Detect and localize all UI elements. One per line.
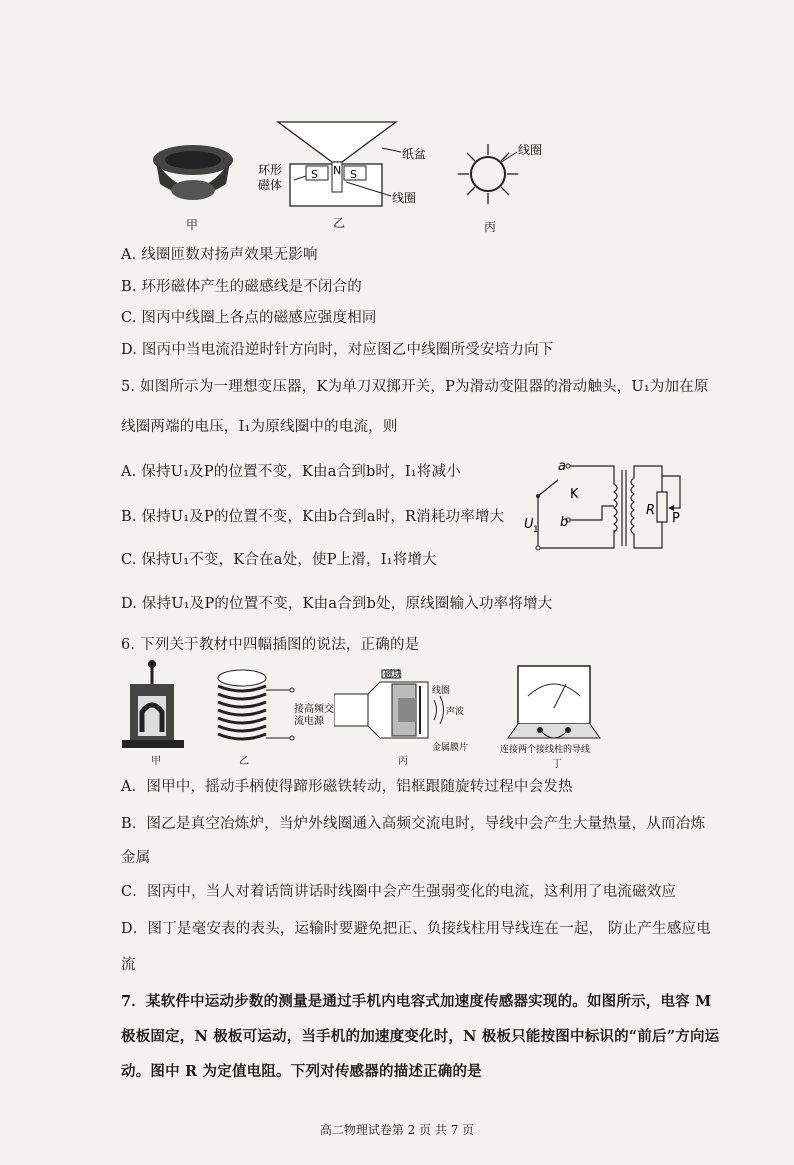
q6-option-d-2: 流 xyxy=(121,957,136,973)
label-coil-bing: 线圈 xyxy=(518,143,543,157)
q6-caption-yi: 乙 xyxy=(239,756,249,767)
terminal-a: a xyxy=(558,459,566,474)
q5-stem-2: 线圈两端的电压，I₁为原线圈中的电流，则 xyxy=(121,419,398,435)
q7-stem-3: 动。图中 R 为定值电阻。下列对传感器的描述正确的是 xyxy=(121,1063,482,1080)
slider-p: P xyxy=(672,511,680,526)
q5-option-b: B. 保持U₁及P的位置不变，K由b合到a时，R消耗功率增大 xyxy=(121,509,505,525)
q5-option-c: C. 保持U₁不变，K合在a处，使P上滑，I₁将增大 xyxy=(121,552,437,568)
q4-option-c: C. 图丙中线圈上各点的磁感应强度相同 xyxy=(121,310,377,326)
q7-stem-1: 7．某软件中运动步数的测量是通过手机内电容式加速度传感器实现的。如图所示，电容 M xyxy=(121,993,712,1010)
q4-figure-jia xyxy=(148,138,238,218)
q6-figure-yi xyxy=(212,662,342,754)
resistor-r: R xyxy=(646,503,656,518)
paper-cone xyxy=(278,122,396,162)
rheostat-r xyxy=(657,492,667,522)
label-hf-source-2: 流电源 xyxy=(294,716,324,727)
q5-stem-1: 5. 如图所示为一理想变压器，K为单刀双掷开关，P为滑动变阻器的滑动触头，U₁为加在原 xyxy=(121,379,709,395)
q6-stem: 6. 下列关于教材中四幅插图的说法，正确的是 xyxy=(121,637,420,653)
q6-option-a: A．图甲中，摇动手柄使得蹄形磁铁转动，铝框跟随旋转过程中会发热 xyxy=(121,779,573,795)
q6-caption-ding: 丁 xyxy=(552,759,562,770)
label-hf-source-1: 接高频交 xyxy=(294,704,334,715)
q5-option-d: D. 保持U₁及P的位置不变，K由a合到b处，原线圈输入功率将增大 xyxy=(121,596,553,612)
pole-n: N xyxy=(333,164,342,177)
page-footer: 高二物理试卷第 2 页 共 7 页 xyxy=(319,1123,475,1137)
pole-s-left: S xyxy=(311,168,318,181)
switch-k: K xyxy=(570,487,579,502)
q6-caption-bing: 丙 xyxy=(398,756,408,767)
voltage-u1: U xyxy=(524,517,534,532)
label-paper-cone: 纸盆 xyxy=(402,147,427,161)
q4-option-a: A. 线圈匝数对扬声效果无影响 xyxy=(121,247,318,263)
q6-option-c: C．图丙中，当人对着话筒讲话时线圈中会产生强弱变化的电流，这利用了电流磁效应 xyxy=(121,884,677,900)
q6-figure-bing xyxy=(334,664,484,754)
label-magnet-block: 磁块 xyxy=(384,670,403,680)
coil-circle xyxy=(471,157,505,191)
q7-stem-2: 极板固定，N 极板可运动，当手机的加速度变化时，N 极板只能按图中标识的“前后”方向运 xyxy=(121,1028,720,1045)
q5-transformer-circuit xyxy=(522,456,694,558)
q4-caption-bing: 丙 xyxy=(484,220,497,234)
q4-option-d: D. 图丙中当电流沿逆时针方向时，对应图乙中线圈所受安培力向下 xyxy=(121,342,554,358)
q6-option-b-2: 金属 xyxy=(121,850,151,866)
q4-caption-jia: 甲 xyxy=(186,218,199,232)
label-metal-film: 金属膜片 xyxy=(432,743,469,753)
q4-figure-yi xyxy=(256,118,456,212)
single-pole-switch xyxy=(538,480,558,496)
q6-caption-jia: 甲 xyxy=(151,756,161,767)
q6-option-d-1: D．图丁是毫安表的表头，运输时要避免把正、负接线柱用导线连在一起， 防止产生感应电 xyxy=(121,921,711,937)
label-magnet: 磁体 xyxy=(258,178,283,192)
pole-s-right: S xyxy=(350,168,357,181)
label-coil: 线圈 xyxy=(392,191,417,205)
terminal-b: b xyxy=(560,515,569,530)
q6-option-b-1: B．图乙是真空冶炼炉，当炉外线圈通入高频交流电时，导线中会产生大量热量，从而冶炼 xyxy=(121,816,706,832)
q4-figure-bing xyxy=(455,136,555,212)
q6-figure-jia xyxy=(122,656,192,756)
label-wire: 连接两个接线柱的导线 xyxy=(500,745,591,754)
q4-option-b: B. 环形磁体产生的磁感线是不闭合的 xyxy=(121,279,362,295)
voltage-u1-subscript: 1 xyxy=(533,525,539,535)
label-coil-bing: 线圈 xyxy=(432,686,451,696)
label-ring: 环形 xyxy=(258,163,283,177)
q5-option-a: A. 保持U₁及P的位置不变，K由a合到b时，I₁将减小 xyxy=(121,464,461,480)
label-sound-wave: 声波 xyxy=(446,707,465,717)
coil xyxy=(398,698,416,722)
q6-figure-ding xyxy=(494,660,624,754)
q4-caption-yi: 乙 xyxy=(333,216,346,230)
